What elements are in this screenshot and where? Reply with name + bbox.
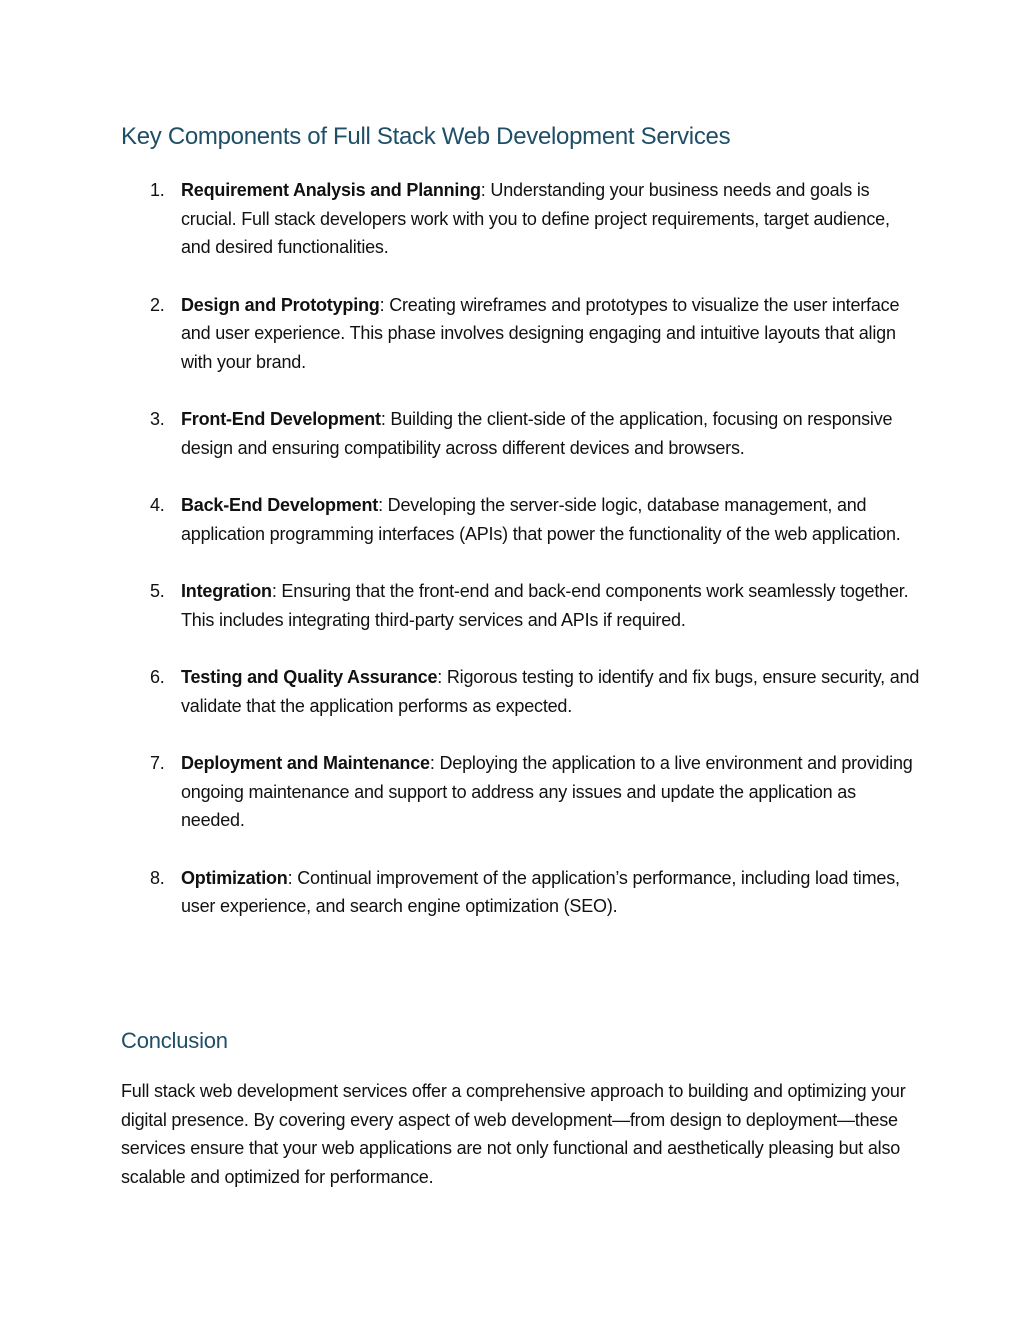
- list-item-back-end: [0, 491, 921, 548]
- list-item-separator: :: [480, 180, 491, 200]
- list-item-term: Testing and Quality Assurance: [181, 667, 438, 687]
- list-item-front-end: [0, 405, 921, 462]
- list-item-separator: :: [429, 753, 440, 773]
- list-item-description: Rigorous testing to identify and fix bugs, ensure security, and validate that the application performs as expected.: [181, 667, 920, 716]
- conclusion-paragraph: Full stack web development services offer a comprehensive approach to building and optimizing your digital presence. By covering every aspect of web development—from design to deployment—these services ensure that your web applications are not only functional and aesthetically pleasing but also scalable and optimized for performance.: [121, 1081, 906, 1187]
- list-item-description: Continual improvement of the application’s performance, including load times, user experience, and search engine optimization (SEO).: [181, 867, 900, 916]
- list-item-number: 7.: [150, 753, 165, 773]
- list-item-term: Deployment and Maintenance: [181, 753, 430, 773]
- list-item-description: Understanding your business needs and goals is crucial. Full stack developers work with you to define project requirements, target audience, and desired functionalities.: [181, 180, 890, 257]
- list-item-separator: :: [379, 294, 390, 315]
- list-item-description: Building the client-side of the application, focusing on responsive design and ensuring compatibility across different devices and browsers.: [181, 409, 893, 458]
- list-item-term: Optimization: [181, 867, 288, 888]
- list-item-term: Requirement Analysis and Planning: [181, 180, 481, 200]
- list-item-description: Developing the server-side logic, database management, and application programming interfaces (APIs) that power the functionality of the web application.: [181, 495, 901, 544]
- list-item-term: Design and Prototyping: [181, 294, 380, 315]
- list-item-number: 2.: [150, 294, 165, 315]
- list-item-testing: [0, 663, 921, 720]
- list-item-separator: :: [287, 867, 298, 888]
- list-item-term: Front-End Development: [181, 409, 381, 429]
- list-item-number: 8.: [150, 867, 165, 888]
- list-item-deployment: [0, 749, 921, 835]
- list-item-optimization: [0, 864, 921, 921]
- list-item-integration: [0, 577, 921, 634]
- list-item-number: 1.: [150, 180, 165, 200]
- page-title: Key Components of Full Stack Web Development Services: [121, 123, 731, 150]
- list-item-number: 6.: [150, 667, 165, 687]
- list-item-requirement-analysis: [0, 176, 921, 262]
- list-item-design-prototyping: [0, 291, 921, 377]
- list-item-separator: :: [437, 667, 447, 687]
- list-item-term: Back-End Development: [181, 495, 379, 515]
- conclusion-heading: Conclusion: [121, 1028, 228, 1053]
- list-item-description: Creating wireframes and prototypes to visualize the user interface and user experience. This phase involves designing engaging and intuitive layouts that align with your brand.: [181, 294, 900, 372]
- component-list: [0, 176, 1024, 950]
- list-item-number: 5.: [150, 581, 165, 601]
- list-item-number: 3.: [150, 409, 165, 429]
- list-item-number: 4.: [150, 495, 165, 515]
- list-item-description: Ensuring that the front-end and back-end components work seamlessly together. This includes integrating third-party services and APIs if required.: [181, 581, 909, 630]
- list-item-term: Integration: [181, 581, 272, 601]
- list-item-description: Deploying the application to a live environment and providing ongoing maintenance and support to address any issues and update the application as needed.: [181, 753, 913, 830]
- list-item-separator: :: [378, 495, 388, 515]
- list-item-separator: :: [380, 409, 391, 429]
- list-item-separator: :: [271, 581, 282, 601]
